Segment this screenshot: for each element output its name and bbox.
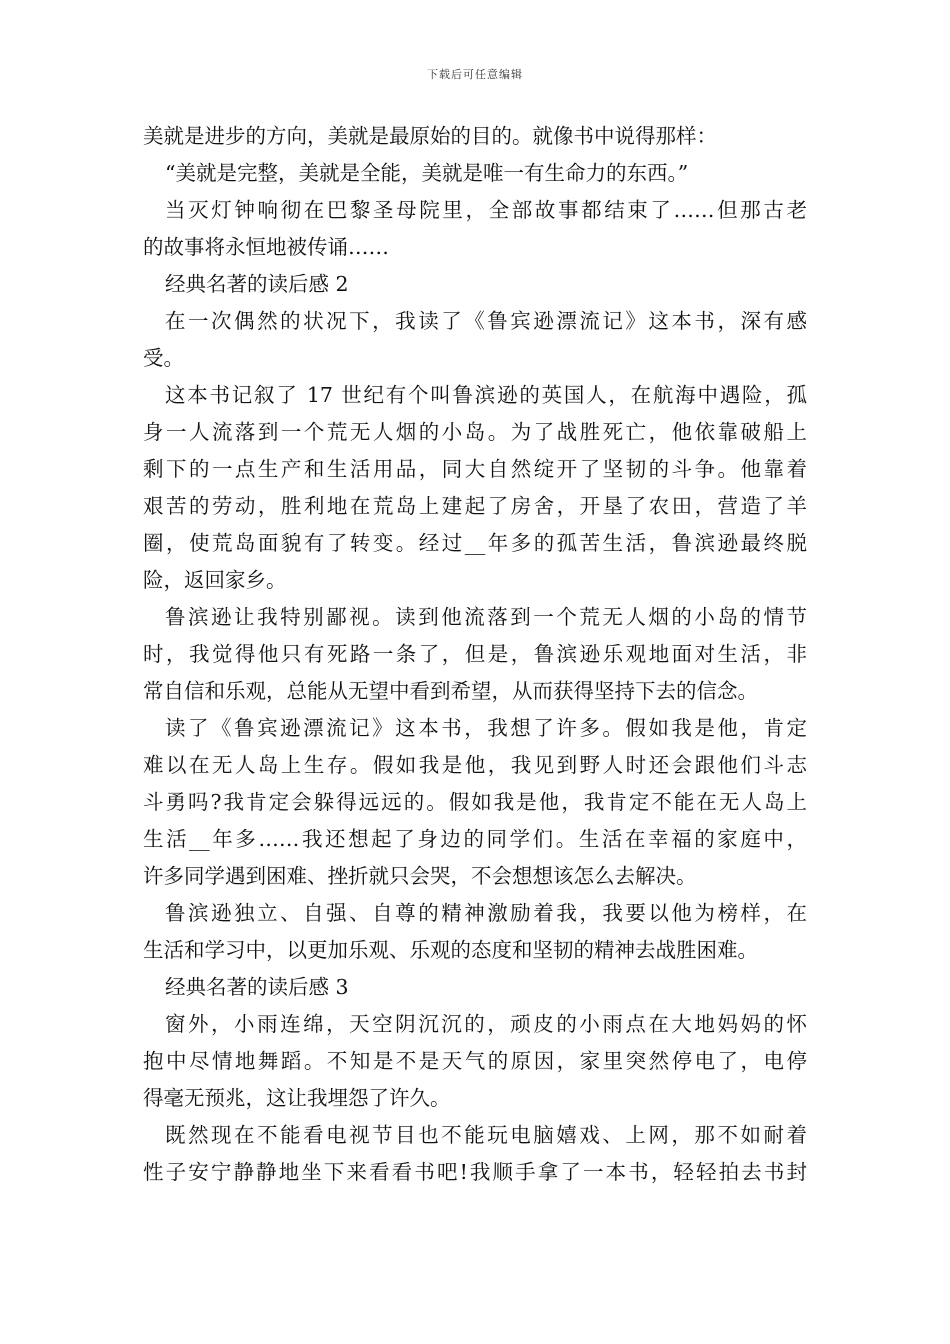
text-line: 鲁滨逊独立、自强、自尊的精神激励着我，我要以他为榜样，在 <box>165 901 807 925</box>
text-line: 险，返回家乡。 <box>143 568 287 592</box>
text-line: 窗外，小雨连绵，天空阴沉沉的，顽皮的小雨点在大地妈妈的怀 <box>165 1012 807 1036</box>
text-line: 读了《鲁宾逊漂流记》这本书，我想了许多。假如我是他，肯定 <box>165 716 807 740</box>
text-line: 身一人流落到一个荒无人烟的小岛。为了战胜死亡，他依靠破船上 <box>143 420 807 444</box>
text-line: 得毫无预兆，这让我埋怨了许久。 <box>143 1086 451 1110</box>
document-body <box>143 118 807 1191</box>
text-line: 当灭灯钟响彻在巴黎圣母院里，全部故事都结束了……但那古老 <box>165 198 807 222</box>
text-line: 生活和学习中，以更加乐观、乐观的态度和坚韧的精神去战胜困难。 <box>143 938 758 962</box>
text-line: 圈，使荒岛面貌有了转变。经过__年多的孤苦生活，鲁滨逊最终脱 <box>143 531 807 555</box>
section-heading: 经典名著的读后感 3 <box>165 975 349 999</box>
text-line: 的故事将永恒地被传诵…… <box>143 235 389 259</box>
text-line: 鲁滨逊让我特别鄙视。读到他流落到一个荒无人烟的小岛的情节 <box>165 605 807 629</box>
text-line: 难以在无人岛上生存。假如我是他，我见到野人时还会跟他们斗志 <box>143 753 807 777</box>
text-line: 剩下的一点生产和生活用品，同大自然绽开了坚韧的斗争。他靠着 <box>143 457 807 481</box>
text-line: 艰苦的劳动，胜利地在荒岛上建起了房舍，开垦了农田，营造了羊 <box>143 494 807 518</box>
text-line: 美就是进步的方向，美就是最原始的目的。就像书中说得那样： <box>143 124 717 148</box>
text-line: 这本书记叙了 17 世纪有个叫鲁滨逊的英国人，在航海中遇险，孤 <box>165 383 807 407</box>
text-line: 生活__年多……我还想起了身边的同学们。生活在幸福的家庭中， <box>143 827 807 851</box>
text-line: 斗勇吗?我肯定会躲得远远的。假如我是他，我肯定不能在无人岛上 <box>143 790 807 814</box>
text-line: 受。 <box>143 346 184 370</box>
text-line: 性子安宁静静地坐下来看看书吧!我顺手拿了一本书，轻轻拍去书封 <box>143 1160 807 1184</box>
text-line: “美就是完整，美就是全能，美就是唯一有生命力的东西。” <box>165 161 689 185</box>
page-header-note: 下载后可任意编辑 <box>427 68 523 81</box>
text-line: 在一次偶然的状况下，我读了《鲁宾逊漂流记》这本书，深有感 <box>165 309 807 333</box>
text-line: 时，我觉得他只有死路一条了，但是，鲁滨逊乐观地面对生活，非 <box>143 642 807 666</box>
text-line: 许多同学遇到困难、挫折就只会哭，不会想想该怎么去解决。 <box>143 864 697 888</box>
text-line: 既然现在不能看电视节目也不能玩电脑嬉戏、上网，那不如耐着 <box>165 1123 807 1147</box>
text-line: 抱中尽情地舞蹈。不知是不是天气的原因，家里突然停电了，电停 <box>143 1049 807 1073</box>
section-heading: 经典名著的读后感 2 <box>165 272 349 296</box>
text-line: 常自信和乐观，总能从无望中看到希望，从而获得坚持下去的信念。 <box>143 679 758 703</box>
